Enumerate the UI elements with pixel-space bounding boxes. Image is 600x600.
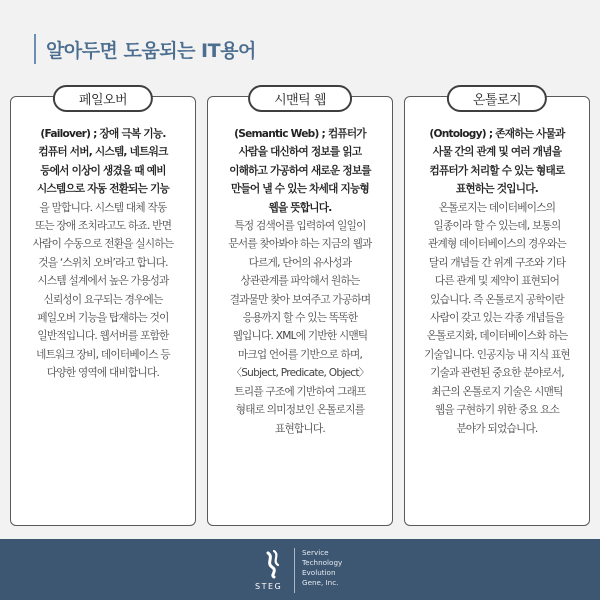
- description-line: 트리플 구조에 기반하여 그래프: [234, 385, 366, 398]
- description-line: 있습니다. 즉 온톨로지 공학이란: [430, 293, 564, 306]
- term-label: 온톨로지: [447, 85, 547, 112]
- company-name: [302, 548, 342, 588]
- description-line: 상관관계를 파악해서 원하는: [240, 275, 360, 288]
- term-description: [19, 125, 187, 383]
- description-line: 관계형 데이터베이스의 경우와는: [427, 238, 566, 251]
- description-line: 웹입니다. XML에 기반한 시맨틱: [232, 330, 368, 343]
- company-line: Gene, Inc.: [302, 578, 339, 587]
- description-line: 형태로 의미정보인 온톨로지를: [235, 404, 365, 417]
- steg-wave-logo-icon: [260, 549, 286, 579]
- description-line: 등에서 이상이 생겼을 때 예비: [40, 164, 166, 177]
- description-line: 응용까지 할 수 있는 똑똑한: [242, 312, 358, 325]
- title-accent-bar: [34, 34, 36, 64]
- description-line: 만들어 낼 수 있는 차세대 지능형: [231, 183, 369, 196]
- description-line: 사람을 대신하여 정보를 읽고: [238, 146, 362, 159]
- term-description: [413, 125, 581, 438]
- description-line: 을 말합니다. 시스템 대체 작동: [39, 201, 167, 214]
- description-line: 이해하고 가공하여 새로운 정보를: [229, 164, 371, 177]
- term-card-ontology: [404, 93, 590, 526]
- description-line: 네트워크 장비, 데이터베이스 등: [36, 348, 170, 361]
- description-line: 컴퓨터 서버, 시스템, 네트워크: [38, 146, 168, 159]
- description-line: 웹을 뜻합니다.: [268, 201, 332, 214]
- description-line: 표현합니다.: [274, 422, 326, 435]
- description-line: 또는 장애 조치라고도 하죠. 반면: [34, 220, 172, 233]
- company-line: Evolution: [302, 568, 336, 577]
- description-line: 신뢰성이 요구되는 경우에는: [43, 293, 163, 306]
- description-line: 결과물만 찾아 보여주고 가공하며: [229, 293, 371, 306]
- description-line: 기술과 관련된 중요한 분야로서,: [430, 367, 564, 380]
- description-line: 다양한 영역에 대비합니다.: [46, 367, 160, 380]
- description-line: 일반적입니다. 웹서버를 포함한: [37, 330, 169, 343]
- company-line: Technology: [302, 558, 343, 567]
- description-line: 온톨로지화, 데이터베이스화 하는: [426, 330, 568, 343]
- term-label: 페일오버: [53, 85, 153, 112]
- description-line: (Semantic Web) ; 컴퓨터가: [234, 128, 366, 140]
- description-line: 시스템으로 자동 전환되는 기능: [36, 183, 170, 196]
- description-line: (Failover) ; 장애 극복 기능.: [40, 128, 166, 140]
- description-line: 문서를 찾아봐야 하는 지금의 웹과: [228, 238, 372, 251]
- description-line: 웹을 구현하기 위한 중요 요소: [434, 404, 560, 417]
- description-line: 다른 관계 및 제약이 표현되어: [434, 275, 560, 288]
- description-line: 페일오버 기능을 탑재하는 것이: [37, 312, 169, 325]
- description-line: 사람이 갖고 있는 각종 개념들을: [430, 312, 564, 325]
- description-line: 최근의 온톨로지 기술은 시맨틱: [431, 385, 563, 398]
- description-line: 컴퓨터가 처리할 수 있는 형태로: [429, 164, 565, 177]
- term-label: 시맨틱 웹: [248, 85, 352, 112]
- description-line: 달리 개념들 간 위계 구조와 기타: [428, 256, 566, 269]
- page-title: 알아두면 도움되는 IT용어: [46, 40, 256, 62]
- description-line: 사람이 수동으로 전환을 실시하는: [32, 238, 174, 251]
- description-line: 온톨로지는 데이터베이스의: [438, 201, 556, 214]
- description-line: 표현하는 것입니다.: [455, 183, 539, 196]
- description-line: 시스템 설계에서 높은 가용성과: [37, 275, 169, 288]
- description-line: 것을 ‘스위치 오버’라고 합니다.: [38, 256, 168, 269]
- term-description: [216, 125, 384, 438]
- description-line: 기술입니다. 인공지능 내 지식 표현: [424, 348, 570, 361]
- term-card-semantic-web: [207, 93, 393, 526]
- description-line: 마크업 언어를 기반으로 하며,: [237, 348, 363, 361]
- description-line: 〈Subject, Predicate, Object〉: [231, 367, 369, 380]
- description-line: (Ontology) ; 존재하는 사물과: [429, 128, 565, 140]
- term-card-failover: [10, 93, 196, 526]
- description-line: 다르게, 단어의 유사성과: [248, 256, 352, 269]
- description-line: 특정 검색어를 입력하여 일일이: [234, 220, 366, 233]
- description-line: 분야가 되었습니다.: [456, 422, 538, 435]
- description-line: 사물 간의 관계 및 여러 개념을: [432, 146, 562, 159]
- footer-divider: [294, 548, 295, 593]
- company-line: Service: [302, 548, 329, 557]
- logo-wordmark: STEG: [255, 582, 283, 591]
- footer: [0, 539, 600, 600]
- description-line: 일종이라 할 수 있는데, 보통의: [433, 220, 561, 233]
